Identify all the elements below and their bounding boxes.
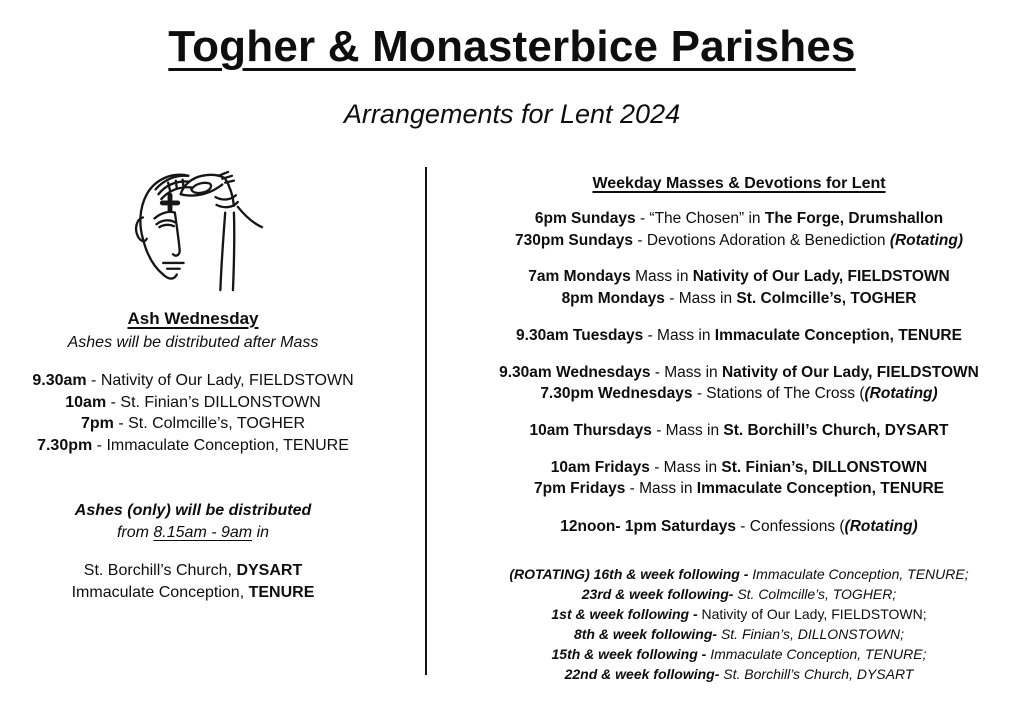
thursdays-group — [454, 420, 1024, 442]
rotating-location: Immaculate Conception, TENURE; — [752, 566, 969, 582]
weekday-masses-heading: Weekday Masses & Devotions for Lent — [592, 175, 886, 192]
church-line — [0, 582, 386, 604]
tuesdays-group — [454, 325, 1024, 347]
mass-time: 7.30pm — [37, 436, 93, 454]
schedule-time: 8pm Mondays — [561, 289, 665, 307]
parish-lent-flyer — [0, 22, 1024, 702]
column-divider — [425, 167, 427, 675]
rotating-line — [454, 584, 1024, 604]
schedule-time: 12noon- 1pm Saturdays — [560, 517, 736, 535]
weekday-masses-section — [428, 174, 1024, 684]
rotating-line — [454, 664, 1024, 684]
ashes-only-note — [0, 500, 386, 543]
schedule-location: Nativity of Our Lady, FIELDSTOWN — [692, 268, 950, 285]
ashes-only-churches — [0, 560, 386, 603]
rotating-location: Nativity of Our Lady, FIELDSTOWN; — [701, 606, 927, 622]
schedule-detail: - Mass in — [649, 458, 722, 476]
schedule-location: St. Finian’s, DILLONSTOWN — [721, 458, 928, 476]
schedule-line — [454, 383, 1024, 405]
ash-wednesday-heading: Ash Wednesday — [127, 309, 259, 328]
schedule-line — [454, 420, 1024, 442]
rotating-note: (Rotating) — [889, 231, 963, 249]
schedule-location: Immaculate Conception, TENURE — [714, 326, 962, 344]
schedule-line — [454, 362, 1024, 384]
ash-cross-illustration — [133, 170, 269, 292]
wednesdays-group — [454, 362, 1024, 405]
schedule-line — [454, 288, 1024, 310]
schedule-time: 730pm Sundays — [515, 231, 634, 249]
saturdays-group — [454, 516, 1024, 538]
rotating-week: 15th & week following - — [551, 646, 711, 662]
rotating-location: St. Finian’s, DILLONSTOWN; — [720, 626, 905, 642]
rotating-week: 23rd & week following- — [581, 586, 738, 602]
rotating-schedule — [454, 564, 1024, 684]
schedule-location: St. Borchill’s Church, DYSART — [723, 421, 949, 439]
ashes-only-in: in — [252, 523, 270, 541]
schedule-location: St. Colmcille’s, TOGHER — [736, 289, 917, 307]
rotating-line — [454, 624, 1024, 644]
ash-wednesday-section — [0, 170, 420, 603]
ash-wednesday-mass-times — [0, 370, 386, 456]
schedule-detail: - “The Chosen” in — [635, 210, 765, 227]
schedule-detail: - Mass in — [664, 289, 737, 307]
schedule-time: 7.30pm Wednesdays — [540, 385, 693, 402]
rotating-line — [454, 564, 1024, 584]
page-subtitle: Arrangements for Lent 2024 — [343, 99, 681, 129]
rotating-week: 22nd & week following- — [564, 666, 724, 682]
ashes-only-line2 — [0, 522, 386, 544]
schedule-line — [454, 266, 1024, 288]
schedule-line — [454, 325, 1024, 347]
schedule-detail: - Mass in — [650, 363, 722, 381]
mondays-group — [454, 266, 1024, 309]
schedule-location: The Forge, Drumshallon — [764, 210, 944, 227]
schedule-time: 10am Thursdays — [529, 421, 652, 439]
rotating-line — [454, 604, 1024, 624]
schedule-location: Nativity of Our Lady, FIELDSTOWN — [721, 363, 979, 381]
schedule-time: 7pm Fridays — [534, 480, 626, 497]
mass-time-line — [0, 370, 386, 392]
rotating-location: St. Colmcille’s, TOGHER; — [737, 586, 897, 602]
page-title: Togher & Monasterbice Parishes — [168, 22, 856, 71]
schedule-detail: - Devotions Adoration & Benediction — [633, 231, 890, 249]
schedule-detail: - Confessions ( — [736, 517, 845, 535]
mass-time: 10am — [65, 393, 107, 411]
fridays-group — [454, 457, 1024, 500]
schedule-detail: - Mass in — [651, 421, 724, 439]
ashes-only-timerange: 8.15am - 9am — [153, 523, 253, 541]
mass-time-line — [0, 435, 386, 457]
schedule-detail: - Stations of The Cross ( — [692, 385, 865, 402]
schedule-time: 6pm Sundays — [534, 210, 636, 227]
schedule-line — [454, 208, 1024, 230]
ashes-only-line1: Ashes (only) will be distributed — [74, 502, 312, 519]
mass-time: 9.30am — [32, 372, 87, 389]
sundays-group — [454, 208, 1024, 251]
rotating-line — [454, 644, 1024, 664]
rotating-week: (ROTATING) 16th & week following - — [509, 566, 753, 582]
schedule-detail: Mass in — [630, 268, 693, 285]
rotating-week: 8th & week following- — [573, 626, 721, 642]
schedule-time: 7am Mondays — [528, 268, 631, 285]
mass-location: - Nativity of Our Lady, FIELDSTOWN — [86, 372, 354, 389]
rotating-note: (Rotating) — [844, 517, 918, 535]
mass-location: - St. Colmcille’s, TOGHER — [113, 415, 306, 432]
schedule-detail: - Mass in — [643, 326, 715, 344]
church-place: DYSART — [236, 562, 303, 579]
schedule-location: Immaculate Conception, TENURE — [696, 480, 944, 497]
mass-time-line — [0, 392, 386, 414]
rotating-location: St. Borchill’s Church, DYSART — [723, 666, 914, 682]
church-name: St. Borchill’s Church, — [83, 562, 237, 579]
schedule-line — [454, 516, 1024, 538]
schedule-line — [454, 457, 1024, 479]
church-place: TENURE — [248, 583, 315, 601]
mass-time-line — [0, 413, 386, 435]
schedule-time: 10am Fridays — [550, 458, 650, 476]
rotating-location: Immaculate Conception, TENURE; — [710, 646, 927, 662]
ashes-only-from: from — [116, 523, 154, 541]
schedule-detail: - Mass in — [625, 480, 697, 497]
church-line — [0, 560, 386, 582]
schedule-time: 9.30am Wednesdays — [499, 363, 651, 381]
rotating-week: 1st & week following - — [551, 606, 702, 622]
mass-location: - St. Finian’s DILLONSTOWN — [106, 393, 321, 411]
schedule-line — [454, 478, 1024, 500]
ash-wednesday-subheading: Ashes will be distributed after Mass — [67, 334, 319, 351]
church-name: Immaculate Conception, — [71, 583, 249, 601]
rotating-note: (Rotating) — [864, 385, 938, 402]
schedule-line — [454, 230, 1024, 252]
mass-time: 7pm — [80, 415, 114, 432]
mass-location: - Immaculate Conception, TENURE — [92, 436, 349, 454]
schedule-time: 9.30am Tuesdays — [516, 326, 644, 344]
